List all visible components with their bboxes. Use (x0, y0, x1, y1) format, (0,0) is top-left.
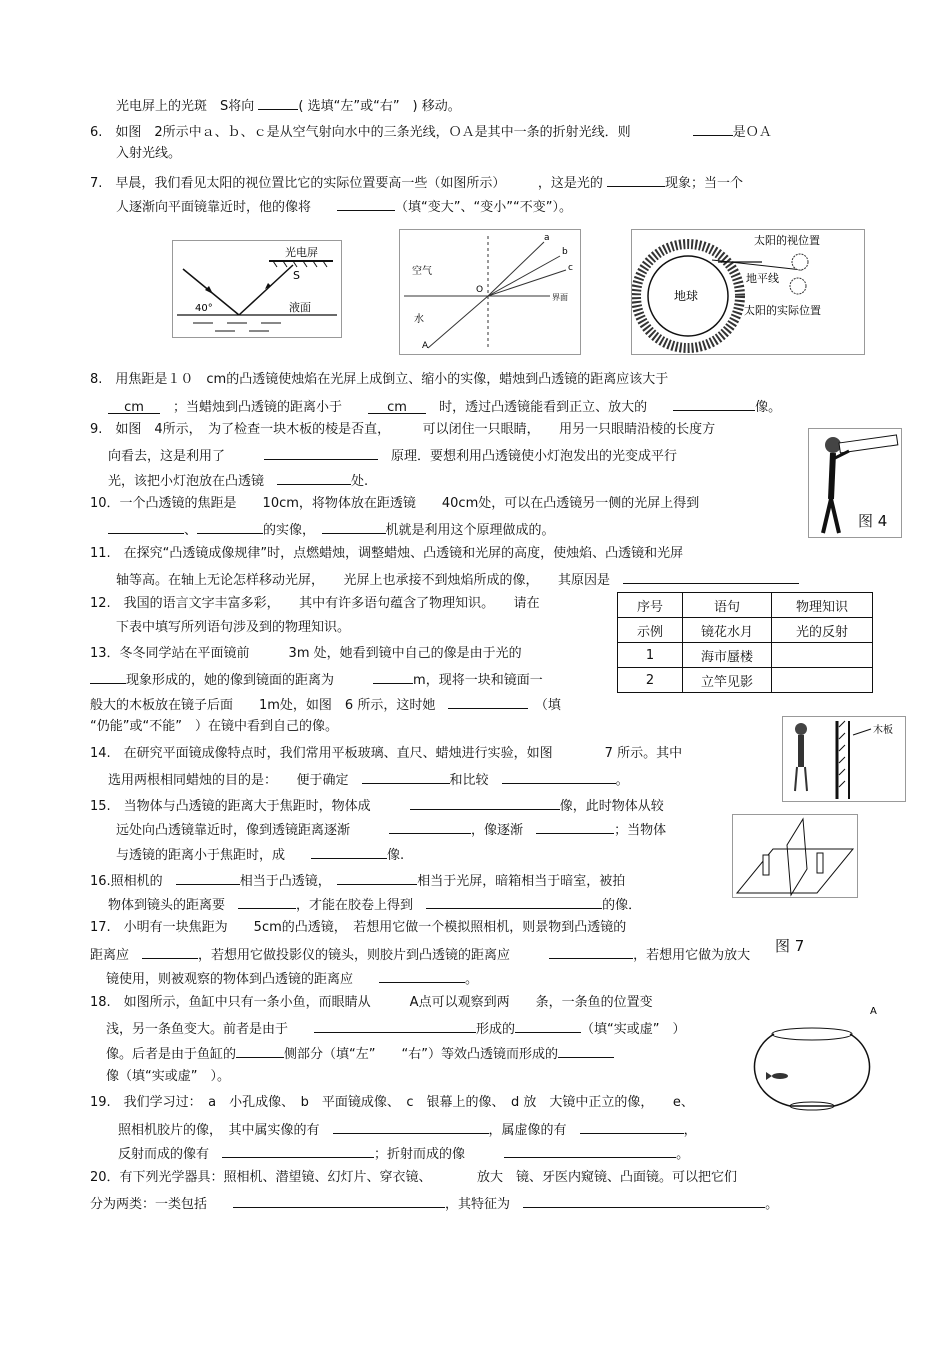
table-cell: 2 (618, 668, 683, 693)
q20-line1: 20．有下列光学器具：照相机、潜望镜、幻灯片、穿衣镜、 放大 镜、牙医内窥镜、凸面镜。可以把它们 (90, 1170, 738, 1185)
figure-reflection (172, 240, 342, 338)
figure-7-caption: 图 7 (775, 937, 805, 955)
q8-line1: 8. 用焦距是１０ cm的凸透镜使烛焰在光屏上成倒立、缩小的实像，蜡烛到凸透镜的距离应该大于 (90, 372, 669, 387)
q12-line1: 12. 我国的语言文字丰富多彩， 其中有许多语句蕴含了物理知识。 请在 (90, 596, 540, 611)
q9-line1: 9. 如图 4所示， 为了检查一块木板的棱是否直， 可以闭住一只眼睛， 用另一只眼睛沿棱的长度方 (90, 422, 716, 437)
fishbowl-icon (750, 1000, 892, 1114)
answer-blank[interactable] (337, 870, 417, 885)
q17-line1: 17. 小明有一块焦距为 5cm的凸透镜， 若想用它做一个模拟照相机，则景物到凸透镜的 (90, 920, 627, 935)
q9-line2: 向看去，这是利用了 原理．要想利用凸透镜使小灯泡发出的光变成平行 (108, 445, 677, 466)
answer-blank[interactable] (515, 1018, 581, 1033)
answer-blank[interactable] (238, 894, 296, 909)
q16-line1: 16.照相机的 相当于凸透镜， 相当于光屏，暗箱相当于暗室，被拍 (90, 870, 625, 891)
answer-blank[interactable] (362, 769, 450, 784)
q18-line1: 18. 如图所示，鱼缸中只有一条小鱼，而眼睛从 A点可以观察到两 条，一条鱼的位置变 (90, 995, 653, 1010)
sun-diagram (632, 230, 864, 354)
table-header-row (618, 593, 873, 618)
answer-blank[interactable] (373, 669, 413, 684)
answer-blank[interactable] (523, 1193, 765, 1208)
a-label: A (422, 341, 429, 351)
q13-line2: 现象形成的，她的像到镜面的距离为 m，现将一块和镜面一 (90, 669, 543, 690)
answer-blank[interactable] (142, 944, 198, 959)
answer-blank[interactable] (558, 1043, 614, 1058)
answer-blank[interactable] (502, 769, 616, 784)
q13-line1: 13．冬冬同学站在平面镜前 3m 处，她看到镜中自己的像是由于光的 (90, 646, 522, 661)
q8-line2: cm ；当蜡烛到凸透镜的距离小于 cm 时，透过凸透镜能看到正立、放大的 像。 (108, 396, 781, 417)
apparent-sun-label: 太阳的视位置 (754, 234, 820, 247)
air-label: 空气 (412, 266, 432, 277)
table-row (618, 668, 873, 693)
answer-blank[interactable] (580, 1119, 684, 1134)
answer-blank[interactable] (108, 519, 184, 534)
answer-blank[interactable]: cm (368, 399, 426, 414)
table-header: 物理知识 (772, 593, 873, 618)
answer-blank[interactable] (549, 944, 633, 959)
q19-line3: 反射而成的像有 ；折射而成的像 。 (118, 1143, 689, 1164)
q18-line3: 像。后者是由于鱼缸的 侧部分（填“左” “右”）等效凸透镜而形成的 (106, 1043, 614, 1064)
table-answer-cell[interactable] (772, 668, 873, 693)
q20-line2: 分为两类：一类包括 ，其特征为 。 (90, 1193, 778, 1214)
answer-blank[interactable] (623, 569, 799, 584)
table-row (618, 618, 873, 643)
q19-line1: 19. 我们学习过： a 小孔成像、 b 平面镜成像、 c 银幕上的像、 d 放 大镜中正立的像， e、 (90, 1095, 694, 1110)
q6-line2: 入射光线。 (116, 146, 182, 161)
q7-line2: 人逐渐向平面镜靠近时，他的像将 （填“变大”、“变小”“不变”）。 (116, 196, 572, 217)
figure-refraction (399, 229, 581, 355)
screen-label: 光电屏 (285, 246, 318, 259)
answer-blank[interactable] (536, 819, 614, 834)
q13-line3: 般大的木板放在镜子后面 1m处，如图 6 所示，这时她 （填 (90, 694, 561, 715)
answer-blank[interactable] (410, 795, 560, 810)
q15-line2: 远处向凸透镜靠近时，像到透镜距离逐渐 ，像逐渐 ；当物体 (116, 819, 666, 840)
reflection-diagram (173, 241, 341, 337)
board-label: 木板 (873, 725, 893, 736)
answer-blank[interactable]: cm (108, 399, 160, 414)
table-answer-cell[interactable] (772, 643, 873, 668)
table-cell: 立竿见影 (683, 668, 772, 693)
q10-line1: 10．一个凸透镜的焦距是 10cm，将物体放在距透镜 40cm处，可以在凸透镜另一侧的光屏上得到 (90, 496, 700, 511)
girl-mirror-board-icon (783, 717, 905, 801)
answer-blank[interactable] (258, 95, 298, 110)
figure-7 (732, 814, 858, 898)
q11-line1: 11. 在探究“凸透镜成像规律”时，点燃蜡烛，调整蜡烛、凸透镜和光屏的高度，使烛焰、凸透镜和光屏 (90, 546, 684, 561)
q19-line2: 照相机胶片的像， 其中属实像的有 ，属虚像的有 ， (118, 1119, 697, 1140)
q13-line4: “仍能”或“不能” ）在镜中看到自己的像。 (90, 719, 338, 734)
table-cell: 示例 (618, 618, 683, 643)
refraction-diagram (400, 230, 580, 354)
table-row (618, 643, 873, 668)
figure-6 (782, 716, 906, 802)
earth-label: 地球 (674, 289, 699, 303)
water-label: 水 (414, 314, 424, 325)
answer-blank[interactable] (236, 1043, 284, 1058)
answer-blank[interactable] (693, 121, 733, 136)
table-cell: 1 (618, 643, 683, 668)
table-cell: 海市蜃楼 (683, 643, 772, 668)
figure-4 (808, 428, 902, 538)
q17-line2: 距离应 ，若想用它做投影仪的镜头，则胶片到凸透镜的距离应 ，若想用它做为放大 (90, 944, 750, 965)
q14-line2: 选用两根相同蜡烛的目的是： 便于确定 和比较 。 (108, 769, 629, 790)
q10-line2: 、 的实像， 机就是利用这个原理做成的。 (108, 519, 555, 540)
interface-label: 界面 (552, 293, 568, 302)
answer-blank[interactable] (337, 196, 395, 211)
answer-blank[interactable] (233, 1193, 445, 1208)
eye-a-label: A (870, 1006, 877, 1017)
mirror-experiment-icon (733, 815, 857, 897)
answer-blank[interactable] (389, 819, 471, 834)
answer-blank[interactable] (504, 1143, 676, 1158)
figure-fishbowl (750, 1000, 892, 1114)
q14-line1: 14. 在研究平面镜成像特点时，我们常用平板玻璃、直尺、蜡烛进行实验，如图 7 所示。其中 (90, 746, 683, 761)
q15-line1: 15. 当物体与凸透镜的距离大于焦距时，物体成 像，此时物体从较 (90, 795, 664, 816)
q18-line2: 浅，另一条鱼变大。前者是由于 形成的 （填“实或虚” ） (106, 1018, 686, 1039)
answer-blank[interactable] (90, 669, 126, 684)
answer-blank[interactable] (333, 1119, 489, 1134)
answer-blank[interactable] (311, 844, 387, 859)
actual-sun-label: 太阳的实际位置 (744, 304, 821, 317)
answer-blank[interactable] (607, 172, 665, 187)
answer-blank[interactable] (314, 1018, 476, 1033)
answer-blank[interactable] (448, 694, 528, 709)
s-label: S (293, 269, 300, 282)
q18-line4: 像（填“实或虚” ）。 (106, 1069, 230, 1084)
table-header: 语句 (683, 593, 772, 618)
ray-c-label: c (568, 263, 573, 273)
q7-line1: 7. 早晨，我们看见太阳的视位置比它的实际位置要高一些（如图所示） ，这是光的 现象；当一个 (90, 172, 743, 193)
answer-blank[interactable] (426, 894, 602, 909)
table-cell: 镜花水月 (683, 618, 772, 643)
q11-line2: 轴等高。在轴上无论怎样移动光屏， 光屏上也承接不到烛焰所成的像， 其原因是 (116, 569, 799, 590)
answer-blank[interactable] (197, 519, 263, 534)
answer-blank[interactable] (222, 1143, 374, 1158)
q15-line3: 与透镜的距离小于焦距时，成 像. (116, 844, 404, 865)
q12-line2: 下表中填写所列语句涉及到的物理知识。 (116, 620, 351, 635)
answer-blank[interactable] (379, 968, 465, 983)
angle-label: 40° (195, 303, 213, 314)
ray-a-label: a (544, 233, 550, 243)
figure-sun-position (631, 229, 865, 355)
physics-table (617, 592, 873, 693)
ray-b-label: b (562, 247, 568, 257)
table-cell: 光的反射 (772, 618, 873, 643)
answer-blank[interactable] (322, 519, 386, 534)
answer-blank[interactable] (264, 445, 378, 460)
table-header: 序号 (618, 593, 683, 618)
answer-blank[interactable] (673, 396, 755, 411)
q16-line2: 物体到镜头的距离要 ，才能在胶卷上得到 的像． (108, 894, 641, 915)
q9-line3: 光，该把小灯泡放在凸透镜 处. (108, 470, 368, 491)
q17-line3: 镜使用，则被观察的物体到凸透镜的距离应 。 (106, 968, 478, 989)
q6-line1: 6. 如图 2所示中ａ、ｂ、ｃ是从空气射向水中的三条光线，ＯＡ是其中一条的折射光线．则 是ＯＡ (90, 121, 772, 142)
o-label: O (476, 285, 484, 295)
horizon-label: 地平线 (746, 272, 779, 285)
answer-blank[interactable] (277, 470, 351, 485)
figure-4-caption: 图 4 (858, 512, 888, 530)
q5-line1: 光电屏上的光斑 S将向 ( 选填“左”或“右” ) 移动。 (116, 95, 461, 116)
liquid-label: 液面 (289, 301, 311, 314)
answer-blank[interactable] (176, 870, 240, 885)
